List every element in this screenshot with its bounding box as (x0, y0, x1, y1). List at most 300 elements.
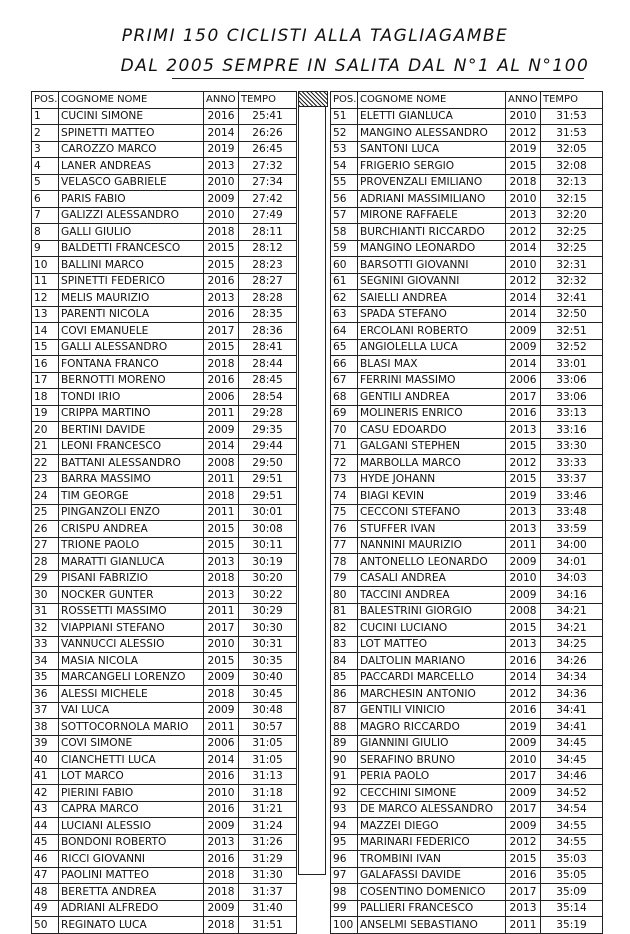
row-rider-name: MANGINO ALESSANDRO (358, 125, 506, 142)
row-time: 34:01 (541, 554, 603, 571)
row-rider-name: PALLIERI FRANCESCO (358, 900, 506, 917)
table-row (32, 834, 297, 851)
row-year: 2009 (506, 818, 541, 835)
row-time: 30:19 (239, 554, 297, 571)
row-year: 2010 (506, 191, 541, 208)
table-row (32, 488, 297, 505)
row-position: 44 (32, 818, 59, 835)
table-row (331, 125, 603, 142)
row-year: 2016 (204, 768, 239, 785)
row-year: 2013 (204, 290, 239, 307)
row-rider-name: MELIS MAURIZIO (59, 290, 204, 307)
row-time: 30:57 (239, 719, 297, 736)
row-rider-name: CRIPPA MARTINO (59, 405, 204, 422)
row-time: 34:03 (541, 570, 603, 587)
row-year: 2017 (204, 620, 239, 637)
row-year: 2016 (204, 372, 239, 389)
row-year: 2018 (506, 174, 541, 191)
row-year: 2012 (506, 224, 541, 241)
row-rider-name: BURCHIANTI RICCARDO (358, 224, 506, 241)
table-row (32, 620, 297, 637)
row-year: 2016 (506, 405, 541, 422)
header-year: ANNO (506, 92, 541, 109)
row-position: 3 (32, 141, 59, 158)
row-rider-name: VAI LUCA (59, 702, 204, 719)
row-position: 86 (331, 686, 358, 703)
table-row (32, 702, 297, 719)
row-position: 59 (331, 240, 358, 257)
row-year: 2006 (506, 372, 541, 389)
row-rider-name: ADRIANI ALFREDO (59, 900, 204, 917)
row-time: 33:13 (541, 405, 603, 422)
row-year: 2009 (506, 587, 541, 604)
row-rider-name: DE MARCO ALESSANDRO (358, 801, 506, 818)
table-row (32, 455, 297, 472)
row-position: 39 (32, 735, 59, 752)
table-row (32, 603, 297, 620)
row-position: 95 (331, 834, 358, 851)
row-position: 35 (32, 669, 59, 686)
row-time: 34:36 (541, 686, 603, 703)
row-position: 53 (331, 141, 358, 158)
table-row (331, 851, 603, 868)
row-position: 65 (331, 339, 358, 356)
row-year: 2009 (204, 702, 239, 719)
row-time: 33:48 (541, 504, 603, 521)
row-rider-name: CRISPU ANDREA (59, 521, 204, 538)
row-time: 27:42 (239, 191, 297, 208)
row-year: 2013 (204, 158, 239, 175)
row-rider-name: VELASCO GABRIELE (59, 174, 204, 191)
table-row (32, 240, 297, 257)
table-row (32, 669, 297, 686)
table-row (32, 735, 297, 752)
row-position: 18 (32, 389, 59, 406)
table-row (32, 851, 297, 868)
table-row (32, 224, 297, 241)
row-rider-name: ALESSI MICHELE (59, 686, 204, 703)
table-row (331, 306, 603, 323)
row-time: 33:16 (541, 422, 603, 439)
table-row (32, 818, 297, 835)
row-rider-name: ROSSETTI MASSIMO (59, 603, 204, 620)
row-rider-name: LOT MARCO (59, 768, 204, 785)
row-time: 28:44 (239, 356, 297, 373)
row-position: 52 (331, 125, 358, 142)
row-rider-name: GALGANI STEPHEN (358, 438, 506, 455)
row-time: 28:45 (239, 372, 297, 389)
row-rider-name: STUFFER IVAN (358, 521, 506, 538)
row-year: 2010 (204, 174, 239, 191)
row-time: 35:09 (541, 884, 603, 901)
row-year: 2016 (506, 702, 541, 719)
table-row (32, 108, 297, 125)
row-rider-name: SEGNINI GIOVANNI (358, 273, 506, 290)
row-year: 2015 (506, 620, 541, 637)
row-year: 2013 (204, 834, 239, 851)
row-year: 2017 (506, 389, 541, 406)
row-year: 2011 (204, 405, 239, 422)
row-time: 26:26 (239, 125, 297, 142)
row-time: 33:37 (541, 471, 603, 488)
row-rider-name: BERETTA ANDREA (59, 884, 204, 901)
row-year: 2019 (506, 719, 541, 736)
row-rider-name: SPINETTI FEDERICO (59, 273, 204, 290)
row-time: 34:45 (541, 752, 603, 769)
table-row (331, 405, 603, 422)
row-position: 57 (331, 207, 358, 224)
row-position: 60 (331, 257, 358, 274)
row-position: 47 (32, 867, 59, 884)
row-rider-name: SPADA STEFANO (358, 306, 506, 323)
row-year: 2017 (506, 768, 541, 785)
row-time: 27:49 (239, 207, 297, 224)
table-row (331, 455, 603, 472)
row-year: 2015 (204, 339, 239, 356)
table-row (331, 323, 603, 340)
row-rider-name: MOLINERIS ENRICO (358, 405, 506, 422)
row-time: 33:59 (541, 521, 603, 538)
table-row (331, 471, 603, 488)
row-rider-name: ELETTI GIANLUCA (358, 108, 506, 125)
table-row (32, 125, 297, 142)
row-time: 34:25 (541, 636, 603, 653)
row-time: 30:22 (239, 587, 297, 604)
row-rider-name: RICCI GIOVANNI (59, 851, 204, 868)
table-row (331, 554, 603, 571)
table-row (32, 405, 297, 422)
row-position: 91 (331, 768, 358, 785)
table-row (331, 488, 603, 505)
row-rider-name: COVI SIMONE (59, 735, 204, 752)
row-time: 30:29 (239, 603, 297, 620)
table-row (331, 224, 603, 241)
row-position: 56 (331, 191, 358, 208)
row-rider-name: BIAGI KEVIN (358, 488, 506, 505)
row-year: 2018 (204, 884, 239, 901)
row-rider-name: ANTONELLO LEONARDO (358, 554, 506, 571)
row-year: 2016 (204, 273, 239, 290)
row-time: 34:26 (541, 653, 603, 670)
row-position: 27 (32, 537, 59, 554)
header-time: TEMPO (541, 92, 603, 109)
row-position: 16 (32, 356, 59, 373)
row-rider-name: ERCOLANI ROBERTO (358, 323, 506, 340)
row-time: 33:33 (541, 455, 603, 472)
row-year: 2016 (506, 653, 541, 670)
hatched-header-cell (298, 91, 328, 107)
row-time: 27:34 (239, 174, 297, 191)
row-position: 75 (331, 504, 358, 521)
row-time: 33:06 (541, 389, 603, 406)
row-position: 97 (331, 867, 358, 884)
row-time: 32:52 (541, 339, 603, 356)
row-position: 82 (331, 620, 358, 637)
table-row (331, 735, 603, 752)
row-rider-name: CIANCHETTI LUCA (59, 752, 204, 769)
row-rider-name: ANSELMI SEBASTIANO (358, 917, 506, 934)
table-row (331, 240, 603, 257)
row-rider-name: GALLI GIULIO (59, 224, 204, 241)
row-position: 94 (331, 818, 358, 835)
table-row (331, 900, 603, 917)
row-position: 6 (32, 191, 59, 208)
table-row (331, 339, 603, 356)
table-row (331, 207, 603, 224)
row-time: 26:45 (239, 141, 297, 158)
table-row (32, 356, 297, 373)
table-row (32, 372, 297, 389)
row-position: 50 (32, 917, 59, 934)
row-year: 2017 (204, 323, 239, 340)
page-subtitle: DAL 2005 SEMPRE IN SALITA DAL N°1 AL N°100 (120, 56, 590, 76)
row-year: 2013 (506, 207, 541, 224)
row-time: 32:13 (541, 174, 603, 191)
row-year: 2015 (204, 240, 239, 257)
row-year: 2009 (506, 785, 541, 802)
row-position: 66 (331, 356, 358, 373)
row-time: 32:20 (541, 207, 603, 224)
table-row (32, 438, 297, 455)
row-year: 2019 (506, 141, 541, 158)
row-rider-name: PARIS FABIO (59, 191, 204, 208)
row-position: 37 (32, 702, 59, 719)
row-year: 2012 (506, 125, 541, 142)
row-year: 2013 (506, 900, 541, 917)
row-year: 2013 (506, 521, 541, 538)
row-time: 28:35 (239, 306, 297, 323)
row-year: 2018 (204, 356, 239, 373)
row-rider-name: CECCHINI SIMONE (358, 785, 506, 802)
row-rider-name: PINGANZOLI ENZO (59, 504, 204, 521)
table-row (331, 653, 603, 670)
row-year: 2009 (506, 735, 541, 752)
row-time: 32:25 (541, 224, 603, 241)
row-time: 34:45 (541, 735, 603, 752)
row-time: 32:25 (541, 240, 603, 257)
row-time: 33:06 (541, 372, 603, 389)
row-position: 55 (331, 174, 358, 191)
row-position: 22 (32, 455, 59, 472)
row-year: 2009 (204, 669, 239, 686)
row-time: 34:21 (541, 620, 603, 637)
table-row (32, 323, 297, 340)
row-position: 14 (32, 323, 59, 340)
row-time: 28:36 (239, 323, 297, 340)
row-year: 2009 (204, 900, 239, 917)
row-position: 96 (331, 851, 358, 868)
row-position: 17 (32, 372, 59, 389)
row-rider-name: BALDETTI FRANCESCO (59, 240, 204, 257)
row-year: 2013 (506, 422, 541, 439)
ranking-table-right (330, 91, 603, 934)
row-position: 81 (331, 603, 358, 620)
row-position: 24 (32, 488, 59, 505)
row-rider-name: CECCONI STEFANO (358, 504, 506, 521)
table-row (331, 785, 603, 802)
table-row (32, 785, 297, 802)
table-row (331, 867, 603, 884)
table-row (331, 537, 603, 554)
row-rider-name: LEONI FRANCESCO (59, 438, 204, 455)
table-row (32, 504, 297, 521)
row-year: 2014 (506, 290, 541, 307)
row-rider-name: BALESTRINI GIORGIO (358, 603, 506, 620)
row-time: 34:41 (541, 719, 603, 736)
row-position: 2 (32, 125, 59, 142)
row-rider-name: MAZZEI DIEGO (358, 818, 506, 835)
page-title: PRIMI 150 CICLISTI ALLA TAGLIAGAMBE (121, 26, 509, 46)
row-time: 31:53 (541, 125, 603, 142)
row-position: 72 (331, 455, 358, 472)
table-row (32, 207, 297, 224)
row-rider-name: HYDE JOHANN (358, 471, 506, 488)
table-header-row (32, 92, 297, 109)
row-position: 46 (32, 851, 59, 868)
row-rider-name: PACCARDI MARCELLO (358, 669, 506, 686)
row-position: 79 (331, 570, 358, 587)
table-row (32, 422, 297, 439)
row-position: 7 (32, 207, 59, 224)
row-position: 69 (331, 405, 358, 422)
table-row (32, 141, 297, 158)
row-rider-name: MARCANGELI LORENZO (59, 669, 204, 686)
subtitle-underline (172, 78, 584, 79)
row-time: 28:12 (239, 240, 297, 257)
row-position: 20 (32, 422, 59, 439)
row-year: 2011 (506, 917, 541, 934)
row-time: 32:15 (541, 191, 603, 208)
row-year: 2011 (204, 603, 239, 620)
row-time: 30:40 (239, 669, 297, 686)
table-row (32, 306, 297, 323)
row-year: 2008 (204, 455, 239, 472)
table-header-row (331, 92, 603, 109)
row-rider-name: GENTILI VINICIO (358, 702, 506, 719)
table-row (331, 752, 603, 769)
table-row (32, 389, 297, 406)
row-time: 35:03 (541, 851, 603, 868)
row-rider-name: GALLI ALESSANDRO (59, 339, 204, 356)
row-time: 32:50 (541, 306, 603, 323)
table-row (32, 158, 297, 175)
row-position: 93 (331, 801, 358, 818)
row-position: 78 (331, 554, 358, 571)
row-rider-name: LOT MATTEO (358, 636, 506, 653)
row-position: 64 (331, 323, 358, 340)
row-rider-name: VANNUCCI ALESSIO (59, 636, 204, 653)
row-position: 40 (32, 752, 59, 769)
row-year: 2014 (506, 669, 541, 686)
row-position: 42 (32, 785, 59, 802)
row-rider-name: TONDI IRIO (59, 389, 204, 406)
table-row (331, 702, 603, 719)
row-year: 2012 (506, 455, 541, 472)
row-time: 30:35 (239, 653, 297, 670)
table-row (331, 389, 603, 406)
table-row (32, 801, 297, 818)
table-row (32, 290, 297, 307)
row-year: 2017 (506, 801, 541, 818)
row-position: 8 (32, 224, 59, 241)
row-rider-name: BLASI MAX (358, 356, 506, 373)
row-rider-name: TRIONE PAOLO (59, 537, 204, 554)
row-year: 2015 (506, 851, 541, 868)
row-year: 2010 (506, 752, 541, 769)
row-position: 13 (32, 306, 59, 323)
row-position: 61 (331, 273, 358, 290)
header-name: COGNOME NOME (59, 92, 204, 109)
row-year: 2018 (204, 224, 239, 241)
row-rider-name: GIANNINI GIULIO (358, 735, 506, 752)
row-time: 29:44 (239, 438, 297, 455)
row-year: 2015 (204, 537, 239, 554)
header-year: ANNO (204, 92, 239, 109)
row-position: 100 (331, 917, 358, 934)
row-time: 28:23 (239, 257, 297, 274)
row-year: 2006 (204, 389, 239, 406)
row-time: 34:21 (541, 603, 603, 620)
table-row (331, 686, 603, 703)
row-position: 43 (32, 801, 59, 818)
row-time: 33:30 (541, 438, 603, 455)
table-row (331, 290, 603, 307)
row-time: 29:35 (239, 422, 297, 439)
table-row (331, 587, 603, 604)
table-row (32, 521, 297, 538)
row-rider-name: MARBOLLA MARCO (358, 455, 506, 472)
table-row (331, 158, 603, 175)
row-rider-name: FRIGERIO SERGIO (358, 158, 506, 175)
row-time: 25:41 (239, 108, 297, 125)
row-rider-name: CASU EDOARDO (358, 422, 506, 439)
table-row (331, 174, 603, 191)
row-time: 30:01 (239, 504, 297, 521)
table-row (32, 174, 297, 191)
row-position: 90 (331, 752, 358, 769)
row-rider-name: GALAFASSI DAVIDE (358, 867, 506, 884)
row-rider-name: CAROZZO MARCO (59, 141, 204, 158)
row-year: 2014 (204, 752, 239, 769)
row-position: 98 (331, 884, 358, 901)
row-position: 48 (32, 884, 59, 901)
row-position: 70 (331, 422, 358, 439)
row-position: 28 (32, 554, 59, 571)
table-row (32, 752, 297, 769)
row-time: 35:19 (541, 917, 603, 934)
ranking-table-left (31, 91, 297, 934)
row-position: 67 (331, 372, 358, 389)
row-year: 2010 (204, 636, 239, 653)
row-time: 31:05 (239, 752, 297, 769)
row-time: 28:11 (239, 224, 297, 241)
row-year: 2019 (204, 141, 239, 158)
row-position: 4 (32, 158, 59, 175)
table-row (32, 537, 297, 554)
row-rider-name: TROMBINI IVAN (358, 851, 506, 868)
row-year: 2013 (204, 554, 239, 571)
row-year: 2009 (506, 554, 541, 571)
row-rider-name: TIM GEORGE (59, 488, 204, 505)
row-rider-name: BATTANI ALESSANDRO (59, 455, 204, 472)
row-time: 29:50 (239, 455, 297, 472)
row-year: 2013 (506, 504, 541, 521)
row-year: 2015 (506, 471, 541, 488)
row-rider-name: MIRONE RAFFAELE (358, 207, 506, 224)
table-row (32, 719, 297, 736)
row-year: 2016 (204, 108, 239, 125)
row-time: 31:26 (239, 834, 297, 851)
